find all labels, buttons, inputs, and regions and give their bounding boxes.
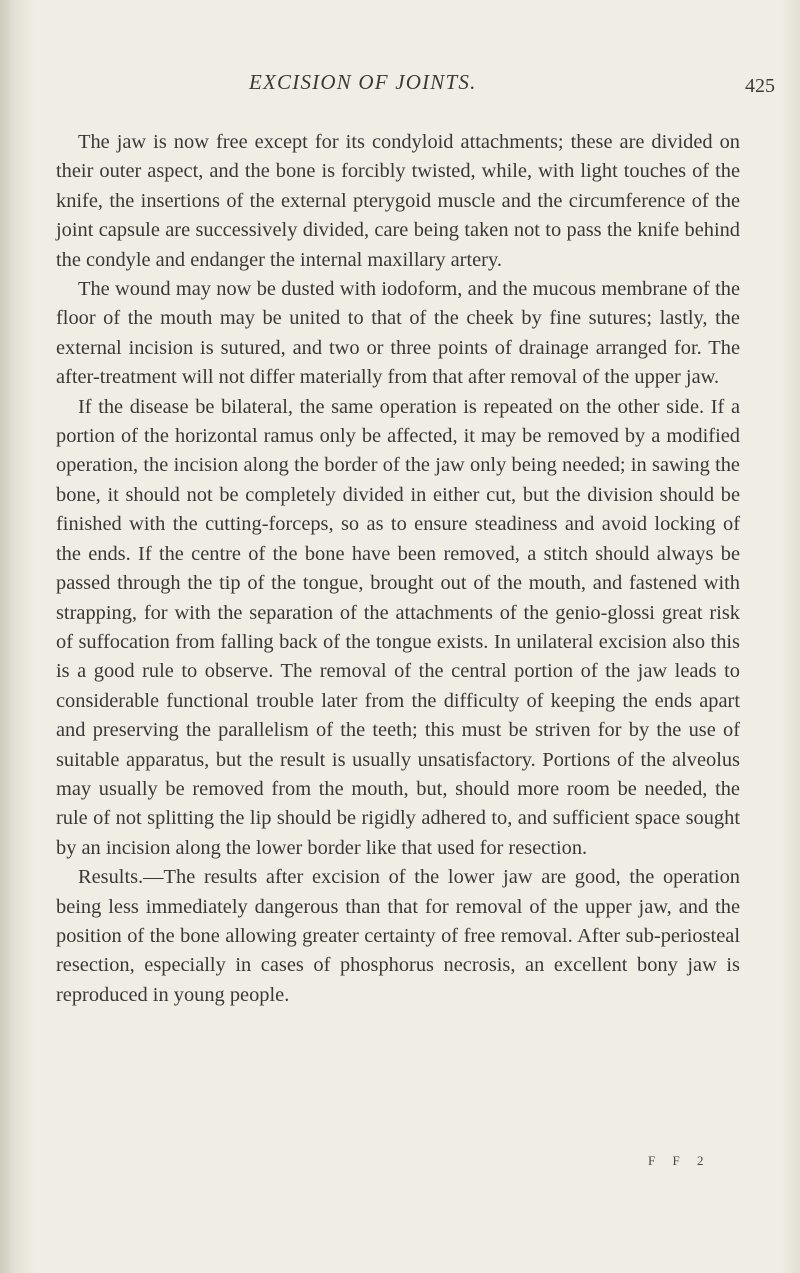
page-number: 425: [745, 75, 775, 97]
paragraph-bilateral-disease: If the disease be bilateral, the same operation is repeated on the other side. If a portion of the horizontal ramus only be affected, it may be removed by a modified operation, the incision along the border of the jaw only being needed; in sawing the bone, it should not be completely divided in either cut, but the division should be finished with the cutting-forceps, so as to ensure steadiness and avoid locking of the ends. If the centre of the bone have been removed, a stitch should always be passed through the tip of the tongue, brought out of the mouth, and fastened with strapping, for with the separation of the attachments of the genio-glossi great risk of suffocation from falling back of the tongue exists. In unilateral excision also this is a good rule to observe. The removal of the central portion of the jaw leads to considerable functional trouble later from the difficulty of keeping the ends apart and preserving the parallelism of the teeth; this must be striven for by the use of suitable apparatus, but the result is usually unsatisfactory. Portions of the alveolus may usually be removed from the mouth, but, should more room be needed, the rule of not splitting the lip should be rigidly adhered to, and sufficient space sought by an incision along the lower border like that used for resection.: [56, 395, 740, 859]
running-head: [0, 70, 800, 110]
body-text: [56, 128, 740, 1010]
results-heading: Results.: [78, 866, 144, 889]
signature-mark: F F 2: [648, 1153, 711, 1168]
running-head-title: EXCISION OF JOINTS.: [249, 70, 477, 94]
paragraph-condyloid-attachments: The jaw is now free except for its condyloid attachments; these are divided on their outer aspect, and the bone is forcibly twisted, while, with light touches of the knife, the insertions of the external pterygoid muscle and the circumference of the joint capsule are successively divided, care being taken not to pass the knife behind the condyle and endanger the internal maxillary artery.: [56, 131, 740, 271]
paragraph-results: [56, 863, 740, 1010]
paragraph-wound-dressing: The wound may now be dusted with iodoform, and the mucous membrane of the floor of the mouth may be united to that of the cheek by fine sutures; lastly, the external incision is sutured, and two or three points of drainage arranged for. The after-treatment will not differ materially from that after removal of the upper jaw.: [56, 278, 740, 389]
results-text: —The results after excision of the lower jaw are good, the operation being less immediately dangerous than that for removal of the upper jaw, and the position of the bone allowing greater certainty of free removal. After sub-periosteal resection, especially in cases of phosphorus necrosis, an excellent bony jaw is reproduced in young people.: [56, 866, 740, 1006]
